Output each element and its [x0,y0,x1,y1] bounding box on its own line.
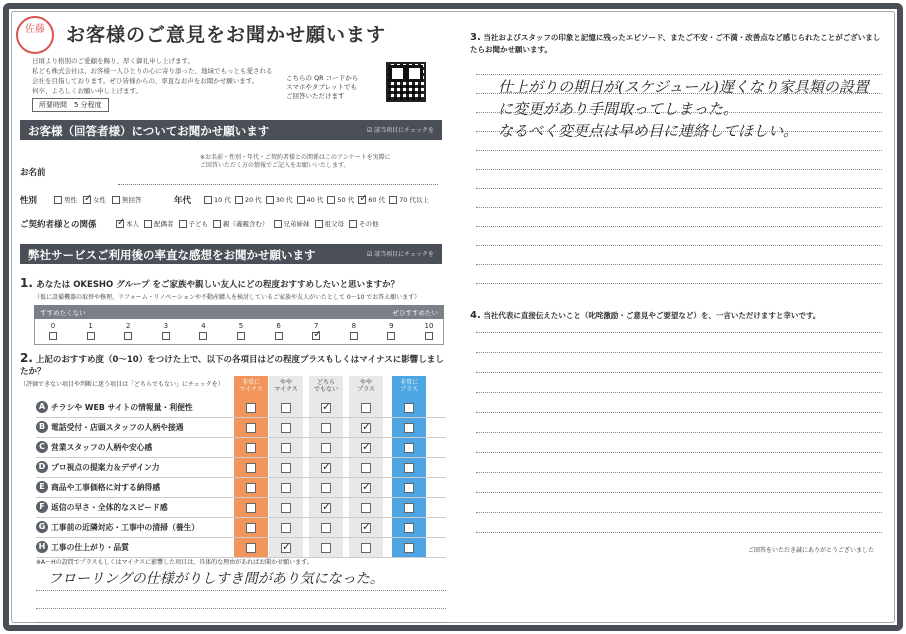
row-letter-badge: C [36,441,48,453]
section-band-impressions [20,244,442,264]
scale-number: 7 [313,322,319,330]
age-option[interactable]: 40 代 [297,195,324,204]
question-number: 4. [470,310,481,321]
rating-checkbox[interactable] [281,523,291,533]
relation-option[interactable]: ✓ 本人 [116,219,139,228]
question-2-note: （評価できない項目や判断に迷う項目は「どちらでもない」にチェックを） [20,381,224,388]
scale-number: 3 [163,322,169,330]
band-hint: ☑ 該当項目にチェックを [367,249,434,258]
scale-left-label: すすめたくない [40,309,86,317]
gender-option-female[interactable]: ✓ 女性 [83,195,106,204]
rating-checkbox[interactable] [404,403,414,413]
row-letter-badge: F [36,501,48,513]
rating-checkbox[interactable] [404,543,414,553]
checkbox[interactable] [204,196,212,204]
gender-option-none[interactable]: 無回答 [112,195,142,204]
rating-checkbox[interactable] [246,523,256,533]
answer-line [476,169,882,170]
scale-number: 4 [201,322,206,330]
row-letter-badge: D [36,461,48,473]
rating-checkbox[interactable] [404,483,414,493]
scale-checkbox[interactable] [199,332,207,340]
answer-line [476,226,882,227]
checkbox[interactable] [54,196,62,204]
rating-checkbox[interactable] [281,503,291,513]
row-letter-badge: H [36,541,48,553]
row-label [36,401,193,413]
rating-checkbox[interactable] [246,543,256,553]
name-seal: 佐藤 [16,16,54,54]
answer-line [476,432,882,433]
grid-row [36,438,446,458]
answer-line [476,472,882,473]
answer-line [476,188,882,189]
gender-label: 性別 [20,196,38,206]
grid-row [36,398,446,418]
checkbox[interactable] [213,220,221,228]
rating-checkbox[interactable] [361,463,371,473]
relation-option[interactable]: 兄弟姉妹 [274,219,310,228]
thanks-note: ご回答をいただき誠にありがとうございました [747,547,874,554]
row-label-text: 返信の早さ・全体的なスピード感 [51,502,168,512]
checkbox[interactable] [297,196,305,204]
grid-row [36,498,446,518]
name-field[interactable] [118,184,438,185]
checkbox[interactable] [144,220,152,228]
row-letter-badge: E [36,481,48,493]
answer-line [476,131,882,132]
nps-scale-bar [34,305,444,319]
row-letter-badge: G [36,521,48,533]
checkbox[interactable] [327,196,335,204]
scale-number: 6 [276,322,281,330]
answer-line [36,622,446,623]
band-hint: ☑ 該当項目にチェックを [367,125,434,134]
checkbox[interactable] [116,220,124,228]
rating-checkbox[interactable] [321,483,331,493]
age-option[interactable]: ✓ 60 代 [358,195,385,204]
scale-checkbox[interactable] [49,332,57,340]
column-header: やや マイナス [274,379,298,393]
column-header: 非常に マイナス [239,379,263,393]
question-number: 1. [20,276,33,290]
rating-checkbox[interactable] [246,483,256,493]
answer-line [476,512,882,513]
column-header: 非常に プラス [399,379,418,393]
column-header: やや プラス [357,379,375,393]
answer-line [476,74,882,75]
scale-number: 9 [389,322,394,330]
row-label-text: 商品や工事価格に対する納得感 [51,482,161,492]
relation-option[interactable]: 親（義親含む） [213,219,269,228]
row-label-text: チラシや WEB サイトの情報量・利便性 [51,402,193,412]
answer-line [476,245,882,246]
rating-checkbox[interactable] [404,523,414,533]
row-letter-badge: B [36,421,48,433]
name-label: お名前 [20,168,46,178]
age-option[interactable]: 30 代 [266,195,293,204]
relation-options [116,219,379,228]
row-label [36,481,160,493]
question-text: あなたは OKESHO グループ をご家族や親しい友人にどの程度おすすめしたいと思いますか？ [36,280,400,290]
age-option[interactable]: 10 代 [204,195,231,204]
rating-checkbox[interactable] [321,503,331,513]
question-1 [20,276,399,290]
section-band-respondent [20,120,442,140]
question-text: 当社代表に直接伝えたいこと（叱咤激励・ご意見やご要望など）を、一言いただけますと幸いです。 [483,311,821,320]
rating-checkbox[interactable] [361,523,371,533]
row-label [36,461,160,473]
answer-line [476,532,882,533]
checkbox[interactable] [358,196,366,204]
rating-checkbox[interactable] [361,483,371,493]
answer-line [476,283,882,284]
rating-checkbox[interactable] [321,403,331,413]
question-3 [470,32,882,56]
answer-line [476,93,882,94]
scale-number: 2 [125,322,131,330]
scale-checkbox[interactable] [87,332,95,340]
rating-checkbox[interactable] [321,443,331,453]
checkbox[interactable] [112,196,120,204]
rating-checkbox[interactable] [361,423,371,433]
rating-checkbox[interactable] [361,543,371,553]
scale-number: 8 [351,322,357,330]
intro-line: 何卒、よろしくお願い申し上げます。 [32,87,142,95]
checkbox[interactable] [274,220,282,228]
answer-line [476,492,882,493]
grid-row [36,418,446,438]
rating-checkbox[interactable] [361,503,371,513]
handwritten-line[interactable]: 仕上がりの期日が(スケジュール)遅くなり家具類の設置 [498,78,869,96]
answer-line [36,590,446,591]
row-label [36,541,129,553]
checkbox[interactable] [266,196,274,204]
rating-checkbox[interactable] [281,403,291,413]
scale-checkbox[interactable] [124,332,132,340]
age-option[interactable]: 20 代 [235,195,262,204]
answer-line [476,412,882,413]
right-page [462,12,892,624]
scale-checkbox[interactable] [312,332,320,340]
page-title: お客様のご意見をお聞かせ願います [66,24,387,46]
gender-option-male[interactable]: 男性 [54,195,77,204]
row-label-text: 工事の仕上がり・品質 [51,542,129,552]
scale-number: 10 [424,322,434,330]
rating-checkbox[interactable] [404,443,414,453]
answer-line [476,264,882,265]
answer-line [476,392,882,393]
relation-option[interactable]: 配偶者 [144,219,174,228]
answer-line [476,150,882,151]
row-label [36,501,168,513]
question-number: 3. [470,32,481,43]
answer-line [476,207,882,208]
relation-option[interactable]: 祖父母 [315,219,345,228]
scale-checkbox[interactable] [162,332,170,340]
row-label [36,421,184,433]
age-option[interactable]: 50 代 [327,195,354,204]
checkbox[interactable] [315,220,323,228]
intro-text [32,56,302,96]
answer-line [476,112,882,113]
name-note: ※お名前・性別・年代・ご契約者様との関係はこのアンケートを実際に ご回答いただく方の情報でご記入をお願いいたします。 [200,154,391,169]
duration-badge: 所要時間 5 分程度 [32,98,109,112]
row-label [36,441,152,453]
rating-checkbox[interactable] [281,543,291,553]
rating-checkbox[interactable] [246,463,256,473]
checkbox[interactable] [83,196,91,204]
answer-line [476,332,882,333]
question-text: 当社およびスタッフの印象と記憶に残ったエピソード、またご不安・ご不満・改善点など感じられたことがございましたらお聞かせ願います。 [470,33,881,54]
relation-label: ご契約者様との関係 [20,220,97,230]
qr-code[interactable] [386,62,426,102]
row-label [36,521,199,533]
scale-number: 0 [50,322,56,330]
rating-checkbox[interactable] [246,443,256,453]
grid-row [36,458,446,478]
gender-options [54,195,142,204]
row-label-text: プロ視点の提案力＆デザイン力 [51,462,160,472]
rating-checkbox[interactable] [404,503,414,513]
grid-row [36,518,446,538]
row-label-text: 工事前の近隣対応・工事中の清掃（養生） [51,522,200,532]
rating-checkbox[interactable] [246,423,256,433]
answer-line [476,452,882,453]
intro-line: 私ども株式会社は、お客様一人ひとりの心に寄り添った、地域でもっとも愛される [32,67,273,75]
scale-number: 5 [238,322,244,330]
intro-line: 日頃より格別のご愛顧を賜り、厚く御礼申し上げます。 [32,57,194,65]
scale-checkbox[interactable] [275,332,283,340]
rating-checkbox[interactable] [246,403,256,413]
checkbox[interactable] [235,196,243,204]
scale-checkbox[interactable] [350,332,358,340]
relation-option[interactable]: その他 [349,219,379,228]
qr-note: こちらの QR コードから スマホやタブレットでも ご回答いただけます [286,74,359,100]
row-label-text: 電話受付・店頭スタッフの人柄や接遇 [51,422,184,432]
handwritten-line[interactable]: に変更があり手間取ってしまった。 [498,100,739,118]
footnote: ※A〜Hの設問でプラスもしくはマイナスに影響した項目は、具体的な理由があればお聞かせ願います。 [36,559,313,566]
column-header: どちら でもない [313,379,338,393]
handwritten-line[interactable]: なるべく変更点は早め目に連絡してほしい。 [498,122,799,140]
scale-checkbox[interactable] [387,332,395,340]
checkbox[interactable] [389,196,397,204]
rating-checkbox[interactable] [321,543,331,553]
grid-row [36,538,446,558]
answer-line [476,352,882,353]
nps-scale [34,319,444,345]
rating-checkbox[interactable] [404,463,414,473]
rating-checkbox[interactable] [281,483,291,493]
rating-checkbox[interactable] [246,503,256,513]
question-number: 2. [20,351,33,365]
rating-checkbox[interactable] [361,403,371,413]
band-title: 弊社サービスご利用後の率直な感想をお聞かせ願います [28,248,316,262]
scale-right-label: ぜひすすめたい [392,309,438,317]
handwritten-answer[interactable]: フローリングの仕様がりしすき間があり気になった。 [48,571,384,587]
answer-line [36,608,446,609]
grid-row [36,478,446,498]
rating-checkbox[interactable] [281,443,291,453]
intro-line: 会社を目指しております。ぜひ皆様からの、率直なお声をお聞かせ願います。 [32,77,259,85]
age-option[interactable]: 70 代以上 [389,195,429,204]
question-4 [470,310,882,321]
question-1-note: （仮に設備機器の取替や修理、リフォーム・リノベーションや不動産購入を検討しているご家族や友人がいたとして 0〜10 でお答え願います） [34,294,421,301]
checkbox[interactable] [349,220,357,228]
checkbox[interactable] [179,220,187,228]
scale-checkbox[interactable] [237,332,245,340]
row-label-text: 営業スタッフの人柄や安心感 [51,442,153,452]
question-text: 上記のおすすめ度（0〜10）をつけた上で、以下の各項目はどの程度プラスもしくはマイナスに影響しましたか？ [20,355,444,377]
rating-checkbox[interactable] [361,443,371,453]
scale-checkbox[interactable] [425,332,433,340]
rating-checkbox[interactable] [404,423,414,433]
relation-option[interactable]: 子ども [179,219,209,228]
age-options [204,195,429,204]
rating-checkbox[interactable] [321,523,331,533]
rating-checkbox[interactable] [281,423,291,433]
rating-checkbox[interactable] [321,423,331,433]
scale-number: 1 [88,322,93,330]
age-label: 年代 [174,196,192,206]
rating-checkbox[interactable] [281,463,291,473]
left-page [14,12,446,624]
answer-line [476,372,882,373]
row-letter-badge: A [36,401,48,413]
band-title: お客様（回答者様）についてお聞かせ願います [28,124,270,138]
rating-checkbox[interactable] [321,463,331,473]
